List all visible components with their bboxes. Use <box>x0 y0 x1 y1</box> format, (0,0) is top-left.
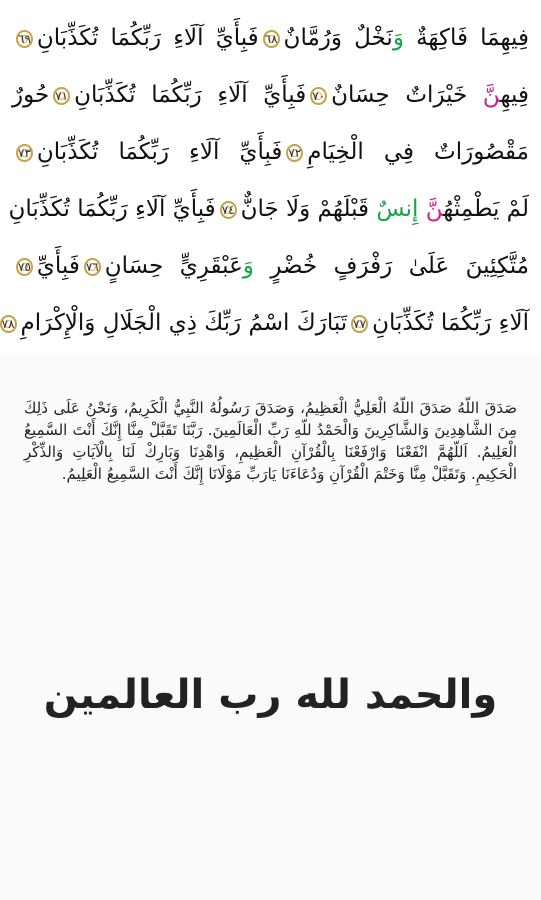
verse-text: إِنسٌ <box>376 196 426 222</box>
verse-text: عَبْقَرِيٍّ حِسَانٍ <box>104 253 243 279</box>
verse-line <box>12 240 529 292</box>
verse-text: آلَاءِ رَبِّكُمَا تُكَذِّبَانِ <box>372 310 529 336</box>
verse-text: نَّ <box>425 196 444 222</box>
verse-text: وَ <box>242 253 254 279</box>
verse-text: فَبِأَيِّ آلَاءِ رَبِّكُمَا تُكَذِّبَانِ <box>74 82 307 108</box>
ayah-number-marker: ٦٨ <box>264 31 278 46</box>
verse-text: وَ <box>392 25 404 51</box>
verse-text: فِيهِمَا فَاكِهَةٌ <box>403 25 529 51</box>
verse-text: تَبَارَكَ اسْمُ رَبِّكَ ذِي الْجَلَالِ وَالْإِكْرَامِ <box>20 310 348 336</box>
dua-section <box>0 355 541 900</box>
dua-khatm-text: صَدَقَ اللّهُ صَدَقَ اللّهُ الْعَلِيُّ الْعَظِيمُ، وَصَدَقَ رَسُولُهُ النَّبِيُّ الْكَرِيمُ، وَنَحْنُ عَلَى ذَلِكَ مِنَ الشَّاهِدِينَ وَالشَّاكِرِينَ وَالْحَمْدُ للّهِ رَبِّ الْعَالَمِينَ. رَبَّنَا تَقَبَّلْ مِنَّا إِنَّكَ أَنْتَ السَّمِيعُ الْعَلِيمُ. اَللّهُمَّ انْفَعْنَا وَارْفَعْنَا بِالْقُرْآنِ الْعَظِيمِ، وَاهْدِنَا وَبَارِكْ لَنَا بِالْآيَاتِ وَالذِّكْرِ الْحَكِيمِ. وَتَقَبَّلْ مِنَّا وَخَتْمَ الْقُرْآنِ وَدُعَاءَنَا يَارَبِّ مَوْلَانَا إِنَّكَ أَنْتَ السَّمِيعُ الْعَلِيمُ. <box>24 399 517 483</box>
ayah-number-marker: ٧٧ <box>353 316 367 331</box>
ayah-number-marker: ٧٨ <box>1 316 15 331</box>
ayah-number-marker: ٧٥ <box>18 259 31 274</box>
verse-text: فَبِأَيِّ آلَاءِ رَبِّكُمَا تُكَذِّبَانِ <box>8 196 216 222</box>
verse-line <box>12 12 529 64</box>
verse-text: حُورٌ <box>12 82 50 108</box>
ayah-number-marker: ٧٣ <box>18 145 31 160</box>
verse-text: مَقْصُورَاتٌ فِي الْخِيَامِ <box>307 139 529 165</box>
verse-text: فِيهِ <box>500 82 529 108</box>
verse-text: قَبْلَهُمْ وَلَا جَانٌّ <box>240 196 377 222</box>
verse-text: خَيْرَاتٌ حِسَانٌ <box>331 82 483 108</box>
ayah-number-marker: ٧١ <box>55 88 69 103</box>
ayah-number-marker: ٧٠ <box>312 88 326 103</box>
verse-line <box>12 126 529 178</box>
verse-text: فَبِأَيِّ <box>36 253 80 279</box>
ayah-number-marker: ٧٤ <box>221 202 235 217</box>
closing-phrase: والحمد لله رب العالمين <box>43 672 498 718</box>
ayah-number-marker: ٦٩ <box>18 31 31 46</box>
ayah-number-marker: ٧٢ <box>288 145 302 160</box>
verse-text: نَّ <box>482 82 501 108</box>
verse-line <box>12 69 529 121</box>
quran-page <box>0 0 541 355</box>
ayah-number-marker: ٧٦ <box>85 259 99 274</box>
verse-line <box>8 183 529 235</box>
verse-text: لَمْ يَطْمِثْهُ <box>443 196 529 222</box>
verse-text: فَبِأَيِّ آلَاءِ رَبِّكُمَا تُكَذِّبَانِ <box>36 25 259 51</box>
verse-text: نَخْلٌ وَرُمَّانٌ <box>283 25 393 51</box>
verse-text: فَبِأَيِّ آلَاءِ رَبِّكُمَا تُكَذِّبَانِ <box>36 139 283 165</box>
verse-line <box>1 297 529 349</box>
verse-text: مُتَّكِئِينَ عَلَىٰ رَفْرَفٍ خُضْرٍ <box>253 253 529 279</box>
